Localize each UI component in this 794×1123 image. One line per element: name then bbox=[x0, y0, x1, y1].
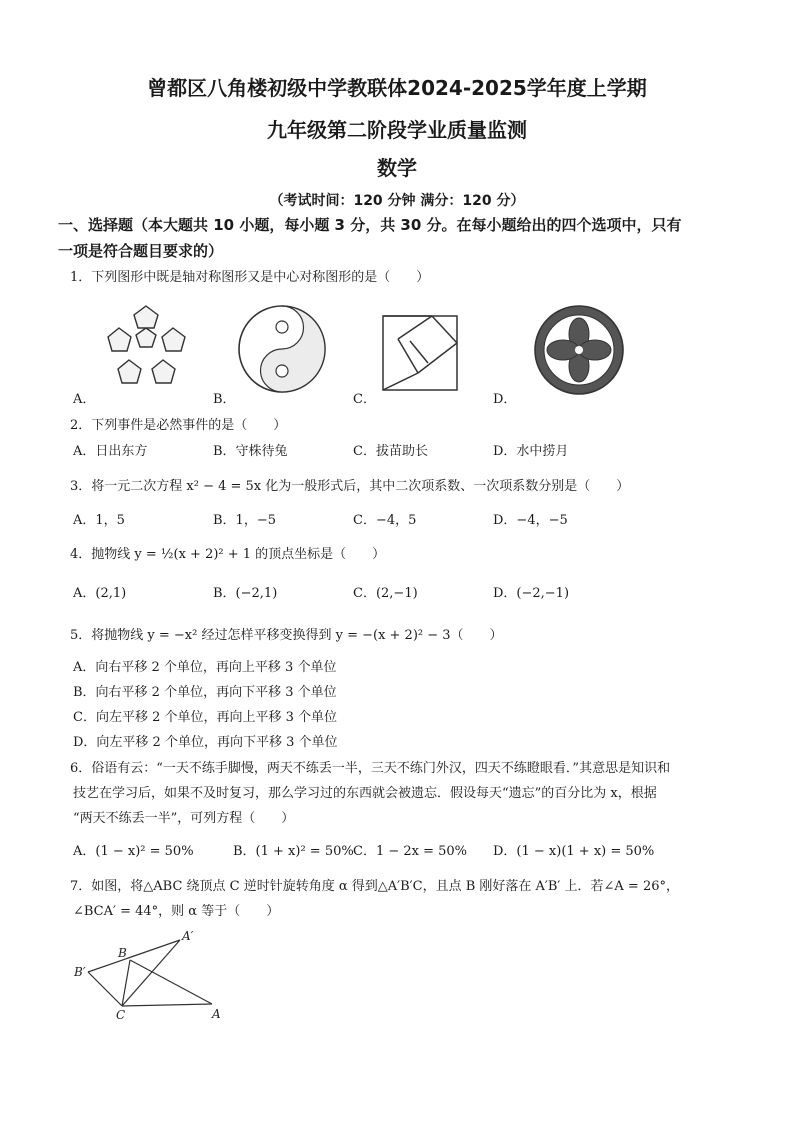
question-1-stem: 1．下列图形中既是轴对称图形又是中心对称图形的是（ ） bbox=[70, 270, 430, 285]
q3-option-d: D．−4，−5 bbox=[493, 513, 568, 528]
q1-figure-c-squares-icon bbox=[380, 313, 460, 393]
label-a-prime: A′ bbox=[182, 929, 194, 943]
q1-figure-a-pentagons-icon bbox=[96, 300, 196, 400]
q7-triangle-figure bbox=[70, 926, 230, 1022]
q4-option-a: A．(2,1) bbox=[73, 586, 127, 601]
q6-option-c: C．1 − 2x = 50% bbox=[353, 844, 468, 859]
q1-figure-d-flower-icon bbox=[532, 303, 626, 397]
segment-ca bbox=[122, 1004, 212, 1006]
label-b-prime: B′ bbox=[74, 965, 86, 979]
question-7-stem-line-2: ∠BCA′ = 44°，则 α 等于（ ） bbox=[73, 904, 280, 919]
label-c: C bbox=[116, 1008, 126, 1022]
question-7-stem-line-1: 7．如图，将△ABC 绕顶点 C 逆时针旋转角度 α 得到△A′B′C，且点 B 刚好落在 A′B′ 上．若∠A = 26°， bbox=[70, 879, 679, 894]
q1-figure-b-taiji-icon bbox=[236, 303, 328, 395]
label-a: A bbox=[212, 1007, 221, 1021]
q2-option-a: A．日出东方 bbox=[73, 444, 148, 459]
section-heading-line-1: 一、选择题（本大题共 10 小题，每小题 3 分，共 30 分。在每小题给出的四个选项中，只有 bbox=[58, 216, 682, 234]
q4-option-c: C．(2,−1) bbox=[353, 586, 418, 601]
q2-option-c: C．拔苗助长 bbox=[353, 444, 428, 459]
q1-option-d: D． bbox=[493, 392, 517, 407]
question-6-stem-line-1: 6．俗语有云：“一天不练手脚慢，两天不练丢一半，三天不练门外汉，四天不练瞪眼看．”其意思是知识和 bbox=[70, 761, 671, 776]
q5-option-d: D．向左平移 2 个单位，再向下平移 3 个单位 bbox=[73, 735, 338, 750]
q3-option-b: B．1，−5 bbox=[213, 513, 276, 528]
q4-option-b: B．(−2,1) bbox=[213, 586, 278, 601]
section-heading-line-2: 一项是符合题目要求的） bbox=[58, 242, 224, 260]
q1-option-b: B． bbox=[213, 392, 236, 407]
subject-title: 数学 bbox=[377, 156, 417, 180]
q6-option-d: D．(1 − x)(1 + x) = 50% bbox=[493, 844, 655, 859]
q2-option-b: B．守株待兔 bbox=[213, 444, 288, 459]
question-6-stem-line-2: 技艺在学习后，如果不及时复习，那么学习过的东西就会被遗忘．假设每天“遗忘”的百分比为 x，根据 bbox=[73, 786, 657, 801]
q5-option-b: B．向右平移 2 个单位，再向下平移 3 个单位 bbox=[73, 685, 337, 700]
q6-option-b: B．(1 + x)² = 50% bbox=[233, 844, 354, 859]
q1-option-c: C． bbox=[353, 392, 376, 407]
q2-option-d: D．水中捞月 bbox=[493, 444, 569, 459]
question-6-stem-line-3: “两天不练丢一半”，可列方程（ ） bbox=[73, 811, 295, 826]
q6-option-a: A．(1 − x)² = 50% bbox=[73, 844, 194, 859]
question-4-stem: 4．抛物线 y = ½(x + 2)² + 1 的顶点坐标是（ ） bbox=[70, 547, 386, 562]
exam-info: （考试时间：120 分钟 满分：120 分） bbox=[269, 193, 525, 209]
label-b: B bbox=[118, 946, 127, 960]
segment-b-prime-c bbox=[88, 972, 122, 1006]
q1-option-a: A． bbox=[73, 392, 96, 407]
question-3-stem: 3．将一元二次方程 x² − 4 = 5x 化为一般形式后，其中二次项系数、一次项系数分别是（ ） bbox=[70, 479, 630, 494]
question-2-stem: 2．下列事件是必然事件的是（ ） bbox=[70, 418, 287, 433]
q3-option-a: A．1，5 bbox=[73, 513, 125, 528]
q5-option-c: C．向左平移 2 个单位，再向上平移 3 个单位 bbox=[73, 710, 338, 725]
q3-option-c: C．−4，5 bbox=[353, 513, 417, 528]
q5-option-a: A．向右平移 2 个单位，再向上平移 3 个单位 bbox=[73, 660, 337, 675]
title-line-2: 九年级第二阶段学业质量监测 bbox=[267, 118, 527, 142]
q4-option-d: D．(−2,−1) bbox=[493, 586, 570, 601]
question-5-stem: 5．将抛物线 y = −x² 经过怎样平移变换得到 y = −(x + 2)² − 3（ ） bbox=[70, 628, 503, 643]
title-line-1: 曾都区八角楼初级中学教联体2024-2025学年度上学期 bbox=[147, 76, 647, 100]
